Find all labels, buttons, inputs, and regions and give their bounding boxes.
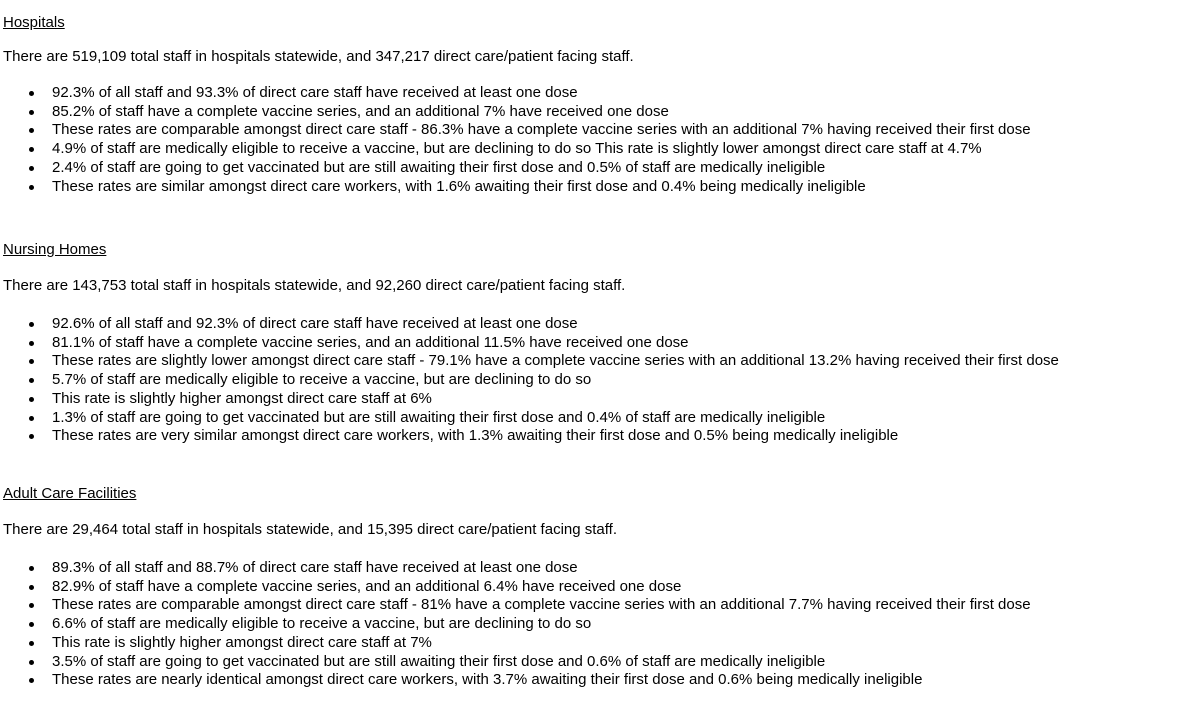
list-item [3,615,1193,634]
section-heading: Hospitals [3,14,65,31]
bullet-icon [29,416,34,421]
list-item-text: 92.6% of all staff and 92.3% of direct care staff have received at least one dose [52,315,578,332]
list-item-text: 5.7% of staff are medically eligible to receive a vaccine, but are declining to do so [52,371,592,389]
list-item [3,427,1193,446]
bullet-icon [29,166,34,171]
list-item-text: 1.3% of staff are going to get vaccinated but are still awaiting their first dose and 0.4% of staff are medically ineligible [52,408,826,426]
bullet-icon [29,128,34,133]
list-item-text: This rate is slightly higher amongst direct care staff at 7% [52,633,432,651]
bullet-icon [29,147,34,152]
section-intro: There are 29,464 total staff in hospitals statewide, and 15,395 direct care/patient facing staff. [3,521,617,538]
bullet-list [3,84,1193,196]
bullet-list [3,315,1193,446]
bullet-icon [29,397,34,402]
bullet-icon [29,641,34,646]
bullet-icon [29,322,34,327]
bullet-icon [29,622,34,627]
list-item [3,121,1193,140]
list-item [3,409,1193,428]
bullet-icon [29,566,34,571]
list-item-text: 85.2% of staff have a complete vaccine series, and an additional 7% have received one dose [52,102,669,120]
list-item [3,596,1193,615]
bullet-list [3,559,1193,690]
bullet-icon [29,678,34,683]
bullet-icon [29,434,34,439]
list-item-text: 89.3% of all staff and 88.7% of direct care staff have received at least one dose [52,559,578,576]
list-item-text: These rates are very similar amongst direct care workers, with 1.3% awaiting their first dose and 0.5% being medically ineligible [52,427,899,445]
list-item-text: These rates are similar amongst direct care workers, with 1.6% awaiting their first dose and 0.4% being medically ineligible [52,177,866,195]
list-item-text: 3.5% of staff are going to get vaccinated but are still awaiting their first dose and 0.6% of staff are medically ineligible [52,652,826,670]
list-item [3,159,1193,178]
bullet-icon [29,660,34,665]
bullet-icon [29,185,34,190]
bullet-icon [29,378,34,383]
list-item [3,671,1193,690]
list-item [3,103,1193,122]
bullet-icon [29,110,34,115]
list-item-text: This rate is slightly higher amongst direct care staff at 6% [52,389,432,407]
section-heading: Nursing Homes [3,241,107,258]
list-item-text: These rates are comparable amongst direct care staff - 86.3% have a complete vaccine series with an additional 7% having received their first dose [52,121,1031,139]
list-item-text: 82.9% of staff have a complete vaccine series, and an additional 6.4% have received one dose [52,577,682,595]
list-item [3,334,1193,353]
list-item [3,140,1193,159]
list-item-text: 6.6% of staff are medically eligible to receive a vaccine, but are declining to do so [52,615,592,633]
list-item [3,178,1193,197]
list-item [3,559,1193,578]
list-item [3,390,1193,409]
bullet-icon [29,359,34,364]
list-item [3,653,1193,672]
list-item [3,84,1193,103]
list-item-text: These rates are comparable amongst direct care staff - 81% have a complete vaccine series with an additional 7.7% having received their first dose [52,596,1031,614]
list-item-text: 2.4% of staff are going to get vaccinated but are still awaiting their first dose and 0.5% of staff are medically ineligible [52,158,826,176]
list-item-text: 92.3% of all staff and 93.3% of direct care staff have received at least one dose [52,84,578,101]
bullet-icon [29,91,34,96]
section-heading: Adult Care Facilities [3,485,137,502]
list-item [3,352,1193,371]
list-item-text: 4.9% of staff are medically eligible to receive a vaccine, but are declining to do so This rate is slightly lower amongst direct care staff at 4.7% [52,140,982,158]
list-item [3,371,1193,390]
section-hospitals [3,14,1193,196]
list-item [3,315,1193,334]
bullet-icon [29,341,34,346]
section-adult-care-facilities [3,485,1193,690]
bullet-icon [29,585,34,590]
list-item [3,634,1193,653]
section-nursing-homes [3,241,1193,446]
list-item [3,578,1193,597]
bullet-icon [29,603,34,608]
section-intro: There are 519,109 total staff in hospitals statewide, and 347,217 direct care/patient facing staff. [3,48,634,65]
list-item-text: 81.1% of staff have a complete vaccine series, and an additional 11.5% have received one dose [52,333,689,351]
list-item-text: These rates are slightly lower amongst direct care staff - 79.1% have a complete vaccine series with an additional 13.2% having received their first dose [52,352,1059,370]
section-intro: There are 143,753 total staff in hospitals statewide, and 92,260 direct care/patient facing staff. [3,277,626,294]
list-item-text: These rates are nearly identical amongst direct care workers, with 3.7% awaiting their first dose and 0.6% being medically ineligible [52,671,923,689]
